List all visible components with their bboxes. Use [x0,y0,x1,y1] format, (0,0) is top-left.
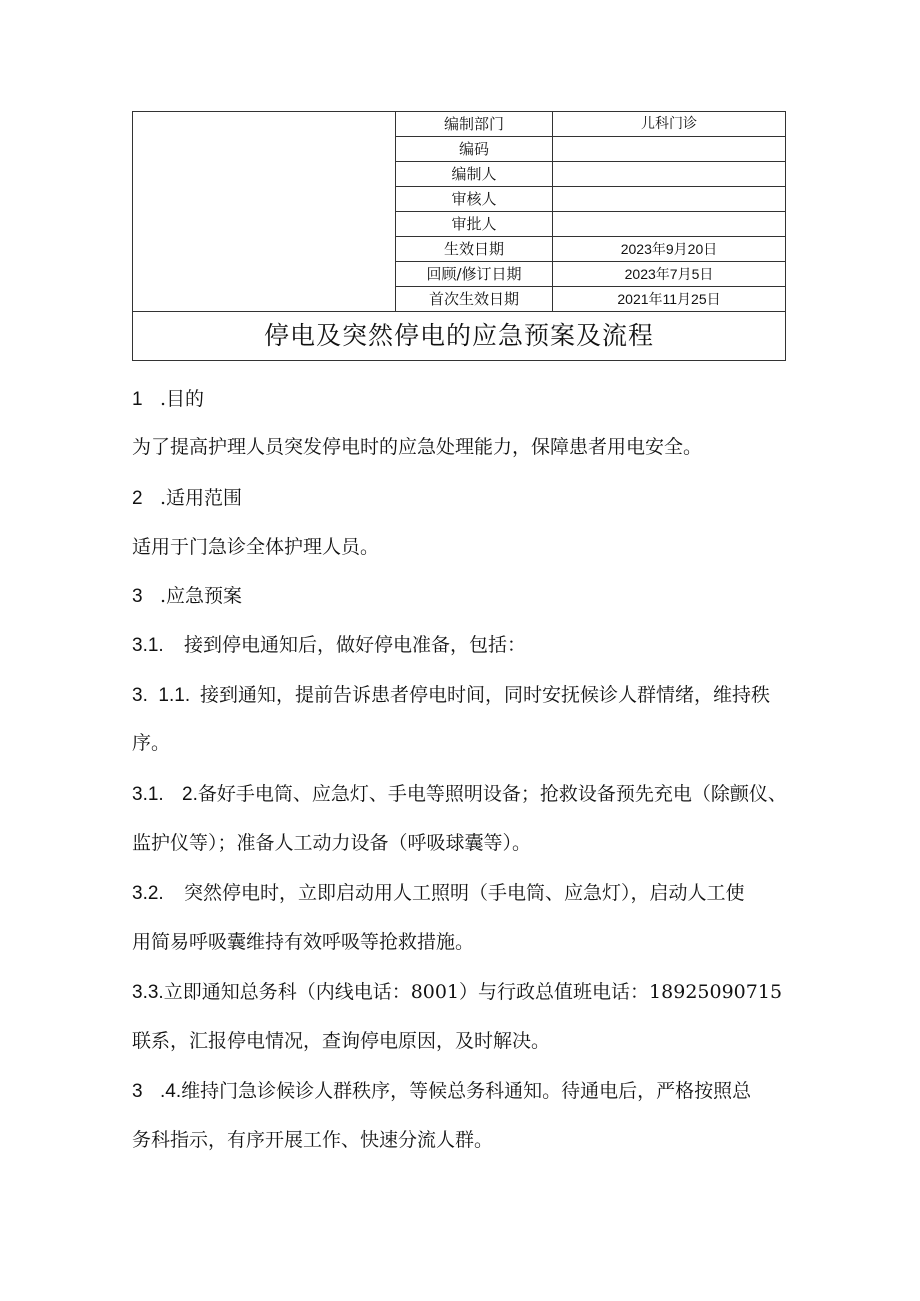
paragraph-3-1-1-line-1 [132,680,770,707]
label-code: 编码 [396,137,553,162]
paragraph-number: 3.3. [132,982,164,1003]
value-effective-date: 2023年9月20日 [553,237,786,262]
section-title: .应急预案 [160,585,243,607]
label-revision-date: 回顾/修订日期 [396,262,553,287]
paragraph-text: 备好手电筒、应急灯、手电等照明设备；抢救设备预先充电（除颤仪、 [197,783,787,805]
paragraph-3-1 [132,630,526,657]
logo-area [133,112,396,312]
label-reviewer: 审核人 [396,187,553,212]
value-department: 儿科门诊 [553,112,786,137]
value-author [553,162,786,187]
paragraph-number: 3.1. [132,784,164,805]
paragraph-text: 突然停电时，立即启动用人工照明（手电筒、应急灯），启动人工使 [184,882,745,904]
label-first-effective-date: 首次生效日期 [396,287,553,312]
paragraph-number: 3.1. [132,635,164,656]
paragraph-3-2-line-2: 用简易呼吸囊维持有效呼吸等抢救措施。 [132,931,475,953]
value-first-effective-date: 2021年11月25日 [553,287,786,312]
paragraph-3-4-line-1 [132,1076,751,1103]
value-code [553,137,786,162]
label-author: 编制人 [396,162,553,187]
section-title: .目的 [160,388,205,410]
paragraph-3-3-line-1 [132,977,782,1004]
section-2-body: 适用于门急诊全体护理人员。 [132,536,380,558]
section-number: 2 [132,488,143,509]
paragraph-3-4-line-2: 务科指示，有序开展工作、快速分流人群。 [132,1129,494,1151]
paragraph-3-1-2-line-2: 监护仪等）；准备人工动力设备（呼吸球囊等）。 [132,832,532,854]
section-number: 3 [132,586,143,607]
paragraph-text: 立即通知总务科（内线电话：8001）与行政总值班电话：18925090715 [163,981,783,1003]
paragraph-number: 3 [132,1081,143,1102]
label-approver: 审批人 [396,212,553,237]
paragraph-text: 接到通知，提前告诉患者停电时间，同时安抚候诊人群情绪，维持秩 [200,684,771,706]
value-approver [553,212,786,237]
section-2-heading [132,483,242,510]
label-effective-date: 生效日期 [396,237,553,262]
paragraph-3-2-line-1 [132,878,745,905]
paragraph-sub-number: .4. [160,1081,182,1102]
label-department: 编制部门 [396,112,553,137]
paragraph-number: 3. 1.1. [132,685,191,706]
section-1-body: 为了提高护理人员突发停电时的应急处理能力，保障患者用电安全。 [132,436,703,458]
paragraph-number: 3.2. [132,883,164,904]
section-number: 1 [132,389,143,410]
document-title: 停电及突然停电的应急预案及流程 [133,312,786,361]
section-1-heading [132,384,204,411]
paragraph-text: 维持门急诊候诊人群秩序，等候总务科通知。待通电后，严格按照总 [181,1080,752,1102]
paragraph-text: 接到停电通知后，做好停电准备，包括： [184,634,527,656]
section-3-heading [132,581,242,608]
value-revision-date: 2023年7月5日 [553,262,786,287]
paragraph-3-3-line-2: 联系，汇报停电情况，查询停电原因，及时解决。 [132,1030,551,1052]
paragraph-3-1-1-line-2: 序。 [132,732,171,754]
document-control-table [132,111,786,361]
paragraph-sub-number: 2. [182,784,198,805]
section-title: .适用范围 [160,487,243,509]
paragraph-3-1-2-line-1 [132,779,787,806]
value-reviewer [553,187,786,212]
